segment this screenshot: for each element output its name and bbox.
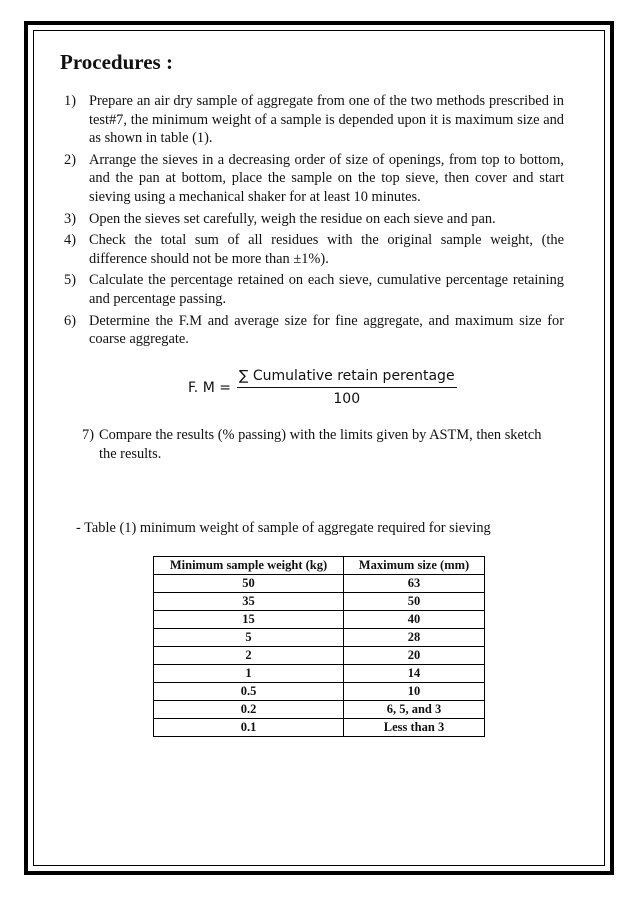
- table-row: [154, 701, 485, 719]
- table-row: [154, 575, 485, 593]
- table-row: [154, 665, 485, 683]
- table-row: [154, 719, 485, 737]
- table-header-row: [154, 557, 485, 575]
- cell-size: 14: [344, 665, 485, 683]
- cell-weight: 1: [154, 665, 344, 683]
- table-caption: - Table (1) minimum weight of sample of aggregate required for sieving: [76, 520, 491, 536]
- cell-weight: 0.1: [154, 719, 344, 737]
- cell-size: 10: [344, 683, 485, 701]
- step-text: Arrange the sieves in a decreasing order of size of openings, from top to bottom, and the pan at bottom, place the sample on the top sieve, then cover and start sieving using a mechanical shaker for at least 10 minutes.: [89, 151, 564, 205]
- step-number: 2): [64, 151, 76, 168]
- procedure-step: [64, 92, 564, 148]
- cell-size: 63: [344, 575, 485, 593]
- step-text: Check the total sum of all residues with the original sample weight, (the difference should not be more than ±1%).: [89, 232, 564, 267]
- procedure-step-7: [82, 426, 562, 463]
- table-row: [154, 629, 485, 647]
- procedure-list: [64, 92, 564, 352]
- table-row: [154, 683, 485, 701]
- step-text: Open the sieves set carefully, weigh the residue on each sieve and pan.: [89, 210, 496, 227]
- sample-weight-table: [153, 556, 485, 737]
- cell-weight: 50: [154, 575, 344, 593]
- procedure-step: [64, 271, 564, 308]
- cell-size: 40: [344, 611, 485, 629]
- cell-weight: 15: [154, 611, 344, 629]
- procedure-step: [64, 231, 564, 268]
- header-min-weight: Minimum sample weight (kg): [154, 557, 344, 575]
- cell-size: Less than 3: [344, 719, 485, 737]
- step-number: 4): [64, 232, 76, 249]
- cell-size: 6, 5, and 3: [344, 701, 485, 719]
- fineness-modulus-formula: [188, 368, 457, 407]
- cell-size: 28: [344, 629, 485, 647]
- header-max-size: Maximum size (mm): [344, 557, 485, 575]
- table-row: [154, 647, 485, 665]
- step-number: 1): [64, 93, 76, 109]
- step-text: Calculate the percentage retained on each sieve, cumulative percentage retaining and percentage passing.: [89, 272, 564, 307]
- cell-size: 20: [344, 647, 485, 665]
- procedure-step: [64, 151, 564, 207]
- step-text: Prepare an air dry sample of aggregate from one of the two methods prescribed in test#7, the minimum weight of a sample is depended upon it is maximum size and as shown in table (1).: [89, 93, 564, 147]
- cell-weight: 0.2: [154, 701, 344, 719]
- step-text: Compare the results (% passing) with the limits given by ASTM, then sketch the results.: [99, 427, 542, 462]
- formula-lhs: F. M =: [188, 379, 231, 396]
- step-number: 7): [82, 427, 94, 443]
- cell-weight: 35: [154, 593, 344, 611]
- table-row: [154, 611, 485, 629]
- cell-size: 50: [344, 593, 485, 611]
- page-heading: Procedures :: [60, 50, 173, 74]
- step-number: 6): [64, 312, 76, 329]
- cell-weight: 2: [154, 647, 344, 665]
- procedure-step: [64, 312, 564, 349]
- table-row: [154, 593, 485, 611]
- formula-numerator: ∑ Cumulative retain perentage: [237, 368, 457, 388]
- formula-denominator: 100: [333, 391, 361, 407]
- cell-weight: 5: [154, 629, 344, 647]
- procedure-step: [64, 210, 564, 229]
- step-number: 3): [64, 210, 76, 227]
- step-text: Determine the F.M and average size for fine aggregate, and maximum size for coarse aggregate.: [89, 312, 564, 348]
- step-number: 5): [64, 272, 76, 289]
- formula-fraction: [237, 368, 457, 407]
- cell-weight: 0.5: [154, 683, 344, 701]
